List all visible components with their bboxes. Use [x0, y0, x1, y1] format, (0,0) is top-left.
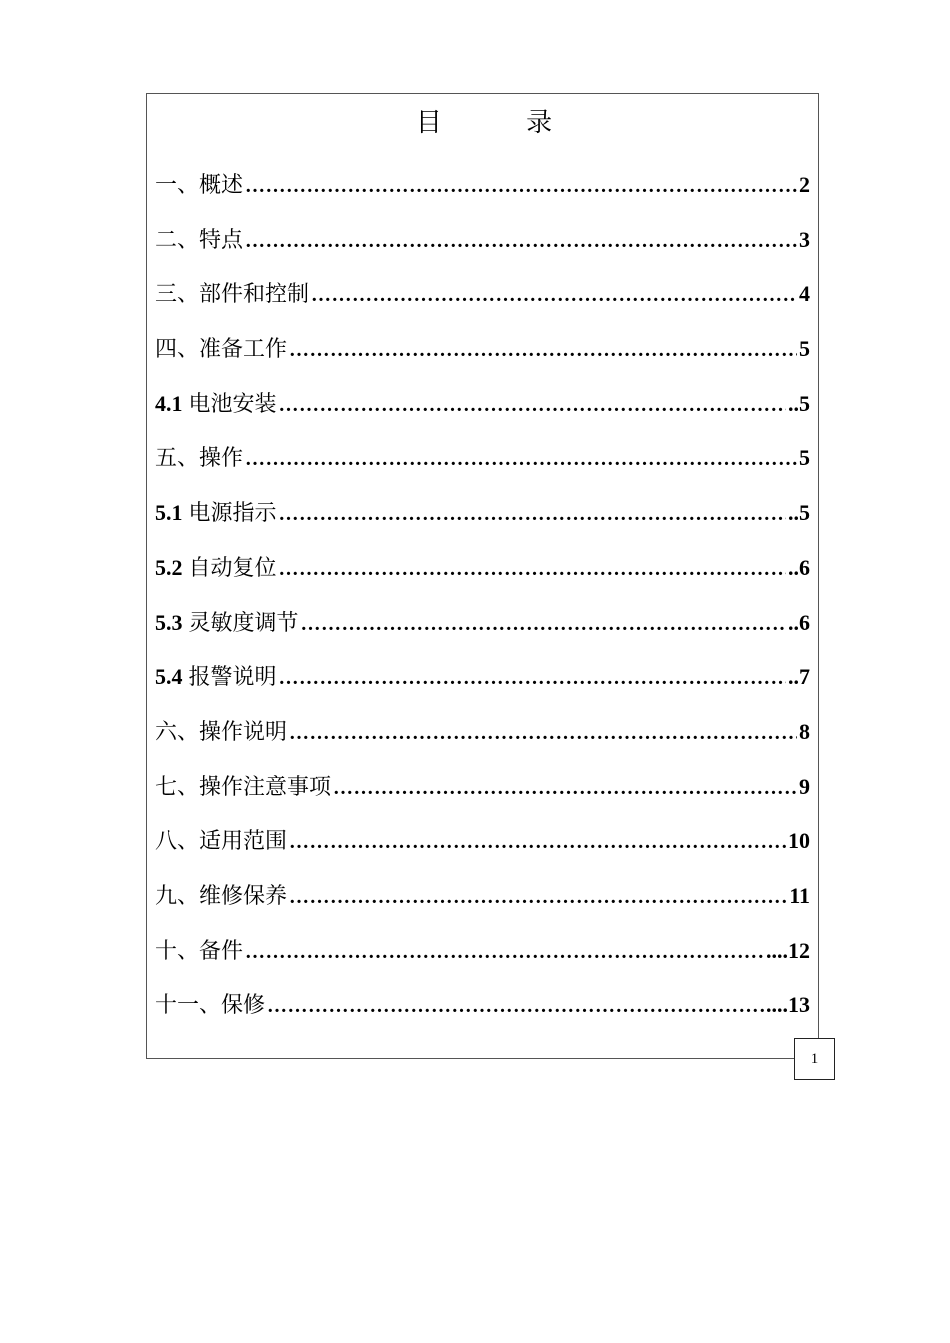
entry-page-number: ..7 — [788, 664, 810, 690]
entry-number: 5.4 — [155, 664, 183, 690]
entry-label: 报警说明 — [188, 665, 277, 691]
toc-entry[interactable] — [155, 377, 810, 432]
toc-entry[interactable] — [155, 869, 810, 924]
entry-number: 5.3 — [155, 609, 183, 635]
entry-dot-leader — [245, 214, 797, 268]
entry-page-number: 3 — [799, 226, 810, 252]
page-number: 1 — [810, 1050, 819, 1067]
entry-dot-leader — [301, 597, 786, 651]
toc-title: 目 录 — [415, 108, 591, 138]
entry-dot-leader — [279, 487, 786, 541]
toc-entry[interactable] — [155, 596, 810, 651]
toc-entry[interactable] — [155, 486, 810, 541]
toc-entry[interactable] — [155, 267, 810, 322]
entry-dot-leader — [289, 706, 797, 760]
entry-dot-leader — [333, 761, 797, 815]
entry-number: 5.2 — [155, 554, 183, 580]
entry-page-number: ..5 — [788, 500, 810, 526]
entry-dot-leader — [311, 268, 797, 322]
entry-dot-leader — [289, 815, 786, 869]
page-number-box — [794, 1038, 835, 1080]
toc-entry[interactable] — [155, 978, 810, 1033]
toc-entry[interactable] — [155, 705, 810, 760]
entry-number: 5.1 — [155, 500, 183, 526]
entry-dot-leader — [245, 159, 797, 213]
entry-label: 十、备件 — [155, 938, 244, 964]
entry-number: 4.1 — [155, 390, 183, 416]
entry-label: 三、部件和控制 — [155, 282, 310, 308]
entry-page-number: 10 — [788, 828, 810, 854]
toc-entry[interactable] — [155, 814, 810, 869]
entry-label: 五、操作 — [155, 446, 244, 472]
entry-page-number: 8 — [799, 718, 810, 744]
entry-label: 电池安装 — [188, 391, 277, 417]
entry-page-number: 11 — [789, 882, 810, 908]
toc-entry[interactable] — [155, 322, 810, 377]
entry-label: 一、概述 — [155, 173, 244, 198]
entry-dot-leader — [245, 432, 797, 486]
entry-label: 自动复位 — [188, 555, 277, 581]
entry-dot-leader — [289, 323, 797, 377]
entry-page-number: ..5 — [788, 390, 810, 416]
entry-page-number: ....12 — [766, 937, 810, 963]
toc-entry[interactable] — [155, 431, 810, 486]
entry-page-number: ....13 — [766, 992, 810, 1018]
toc-entry[interactable] — [155, 924, 810, 979]
entry-label: 七、操作注意事项 — [155, 774, 332, 800]
entry-label: 二、特点 — [155, 227, 244, 253]
entry-label: 六、操作说明 — [155, 719, 288, 745]
toc-entry[interactable] — [155, 158, 810, 213]
entry-label: 八、适用范围 — [155, 829, 288, 855]
entry-label: 电源指示 — [188, 501, 277, 527]
entry-page-number: ..6 — [788, 609, 810, 635]
toc-entry[interactable] — [155, 541, 810, 596]
entry-label: 四、准备工作 — [155, 337, 288, 363]
entry-page-number: 2 — [799, 172, 810, 197]
entry-page-number: 9 — [799, 773, 810, 799]
entry-page-number: 4 — [799, 281, 810, 307]
toc-entry[interactable] — [155, 213, 810, 268]
entry-page-number: 5 — [799, 336, 810, 362]
entry-label: 十一、保修 — [155, 993, 266, 1019]
entry-dot-leader — [289, 870, 787, 924]
entry-dot-leader — [267, 979, 764, 1033]
toc-entry[interactable] — [155, 650, 810, 705]
entry-dot-leader — [245, 925, 764, 979]
toc-list — [155, 158, 810, 1033]
entry-page-number: 5 — [799, 445, 810, 471]
entry-dot-leader — [279, 542, 786, 596]
entry-dot-leader — [279, 651, 786, 705]
entry-dot-leader — [279, 378, 786, 432]
entry-page-number: ..6 — [788, 554, 810, 580]
toc-entry[interactable] — [155, 760, 810, 815]
entry-label: 灵敏度调节 — [188, 610, 299, 636]
entry-label: 九、维修保养 — [155, 883, 288, 909]
